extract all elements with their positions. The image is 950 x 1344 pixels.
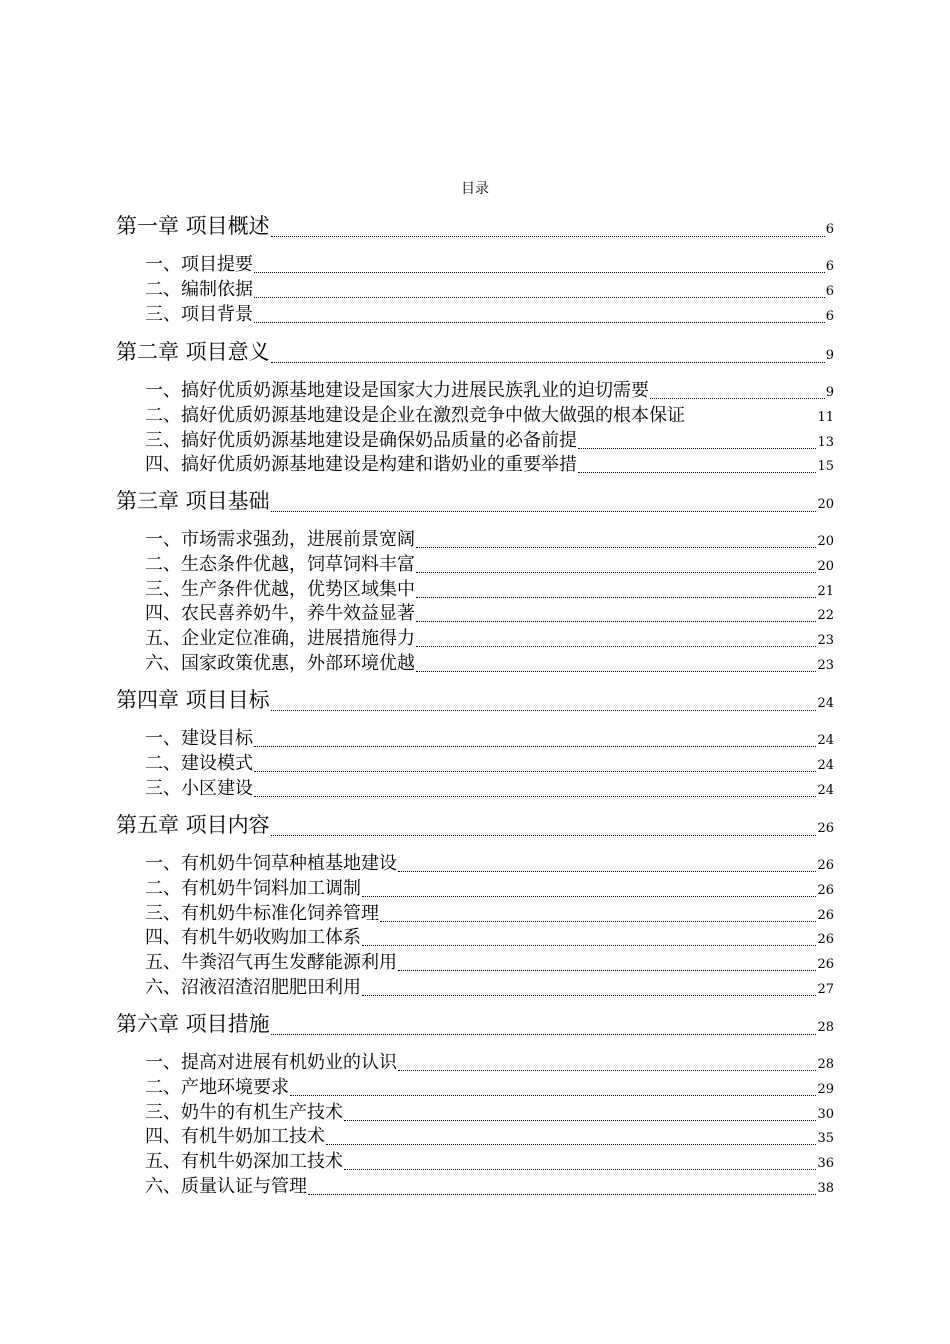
dot-leader — [416, 596, 816, 598]
dot-leader — [271, 834, 817, 836]
page-number: 24 — [817, 783, 834, 798]
section-title: 一、市场需求强劲，进展前景宽阔 — [145, 529, 415, 550]
dot-leader — [308, 1193, 816, 1195]
dot-leader — [380, 920, 816, 922]
toc-chapter-entry[interactable] — [116, 684, 834, 714]
toc-section-entry[interactable] — [145, 923, 834, 949]
page-number: 24 — [817, 696, 834, 711]
toc-section-entry[interactable] — [145, 575, 834, 601]
section-title: 二、建设模式 — [145, 753, 253, 774]
section-title: 四、农民喜养奶牛，养牛效益显著 — [145, 603, 415, 624]
dot-leader — [398, 969, 816, 971]
section-title: 三、奶牛的有机生产技术 — [145, 1102, 343, 1123]
section-title: 一、项目提要 — [145, 254, 253, 275]
section-title: 三、项目背景 — [145, 304, 253, 325]
page-number: 11 — [817, 410, 834, 425]
page-number: 20 — [817, 497, 834, 512]
page-number: 20 — [817, 559, 834, 574]
section-title: 一、提高对进展有机奶业的认识 — [145, 1052, 397, 1073]
dot-leader — [416, 670, 816, 672]
toc-section-entry[interactable] — [145, 376, 834, 402]
chapter-title: 第一章 项目概述 — [116, 214, 270, 238]
toc-section-entry[interactable] — [145, 899, 834, 925]
chapter-title: 第四章 项目目标 — [116, 688, 270, 712]
section-title: 二、编制依据 — [145, 279, 253, 300]
dot-leader — [416, 546, 816, 548]
toc-chapter-entry[interactable] — [116, 336, 834, 366]
toc-section-entry[interactable] — [145, 1048, 834, 1074]
dot-leader — [271, 709, 817, 711]
toc-chapter-entry[interactable] — [116, 485, 834, 515]
dot-leader — [416, 571, 816, 573]
page-number: 35 — [817, 1131, 834, 1146]
section-title: 二、有机奶牛饲料加工调制 — [145, 878, 361, 899]
page-number: 26 — [817, 957, 834, 972]
section-title: 三、搞好优质奶源基地建设是确保奶品质量的必备前提 — [145, 430, 577, 451]
page-number: 24 — [817, 758, 834, 773]
toc-section-entry[interactable] — [145, 275, 834, 301]
toc-section-entry[interactable] — [145, 624, 834, 650]
dot-leader — [271, 361, 825, 363]
toc-section-entry[interactable] — [145, 550, 834, 576]
toc-section-entry[interactable] — [145, 1098, 834, 1124]
section-title: 六、质量认证与管理 — [145, 1176, 307, 1197]
dot-leader — [344, 1168, 816, 1170]
dot-leader — [271, 1033, 817, 1035]
section-title: 一、有机奶牛饲草种植基地建设 — [145, 853, 397, 874]
dot-leader — [578, 471, 816, 473]
page-number: 21 — [817, 584, 834, 599]
section-title: 四、有机牛奶收购加工体系 — [145, 927, 361, 948]
toc-section-entry[interactable] — [145, 599, 834, 625]
toc-title: 目录 — [461, 181, 489, 197]
dot-leader — [362, 895, 816, 897]
page-number: 24 — [817, 733, 834, 748]
section-title: 二、生态条件优越，饲草饲料丰富 — [145, 554, 415, 575]
chapter-title: 第三章 项目基础 — [116, 489, 270, 513]
section-title: 四、搞好优质奶源基地建设是构建和谐奶业的重要举措 — [145, 454, 577, 475]
chapter-title: 第六章 项目措施 — [116, 1012, 270, 1036]
page-number: 23 — [817, 658, 834, 673]
page-number: 38 — [817, 1181, 834, 1196]
page-number: 30 — [817, 1107, 834, 1122]
section-title: 五、有机牛奶深加工技术 — [145, 1151, 343, 1172]
toc-chapter-entry[interactable] — [116, 809, 834, 839]
section-title: 二、搞好优质奶源基地建设是企业在激烈竞争中做大做强的根本保证 — [145, 405, 685, 426]
toc-section-entry[interactable] — [145, 525, 834, 551]
toc-section-entry[interactable] — [145, 450, 834, 476]
toc-section-entry[interactable] — [145, 300, 834, 326]
dot-leader — [398, 1069, 816, 1071]
toc-section-entry[interactable] — [145, 401, 834, 427]
dot-leader — [326, 1143, 816, 1145]
section-title: 一、搞好优质奶源基地建设是国家大力进展民族乳业的迫切需要 — [145, 380, 649, 401]
section-title: 一、建设目标 — [145, 728, 253, 749]
toc-section-entry[interactable] — [145, 724, 834, 750]
toc-section-entry[interactable] — [145, 1172, 834, 1198]
chapter-title: 第五章 项目内容 — [116, 813, 270, 837]
dot-leader — [344, 1119, 816, 1121]
page-number: 26 — [817, 932, 834, 947]
page-number: 20 — [817, 534, 834, 549]
dot-leader — [686, 423, 816, 424]
dot-leader — [271, 235, 825, 237]
toc-section-entry[interactable] — [145, 250, 834, 276]
dot-leader — [398, 870, 816, 872]
section-title: 五、企业定位准确，进展措施得力 — [145, 628, 415, 649]
page-number: 6 — [825, 309, 834, 324]
dot-leader — [254, 795, 816, 797]
page-number: 26 — [817, 821, 834, 836]
page-number: 23 — [817, 633, 834, 648]
page-number: 28 — [817, 1057, 834, 1072]
dot-leader — [254, 296, 825, 298]
section-title: 二、产地环境要求 — [145, 1077, 289, 1098]
toc-section-entry[interactable] — [145, 1122, 834, 1148]
dot-leader — [254, 770, 816, 772]
toc-section-entry[interactable] — [145, 874, 834, 900]
section-title: 三、有机奶牛标准化饲养管理 — [145, 903, 379, 924]
toc-section-entry[interactable] — [145, 426, 834, 452]
page-number: 22 — [817, 608, 834, 623]
dot-leader — [416, 645, 816, 647]
chapter-title: 第二章 项目意义 — [116, 340, 270, 364]
section-title: 六、国家政策优惠，外部环境优越 — [145, 653, 415, 674]
section-title: 五、牛粪沼气再生发酵能源利用 — [145, 952, 397, 973]
section-title: 三、生产条件优越，优势区域集中 — [145, 579, 415, 600]
dot-leader — [254, 271, 825, 273]
page-number: 26 — [817, 883, 834, 898]
dot-leader — [271, 510, 817, 512]
section-title: 四、有机牛奶加工技术 — [145, 1126, 325, 1147]
page-number: 6 — [825, 222, 834, 237]
dot-leader — [362, 994, 816, 996]
section-title: 六、沼液沼渣沼肥肥田利用 — [145, 977, 361, 998]
dot-leader — [362, 944, 816, 946]
page-number: 36 — [817, 1156, 834, 1171]
toc-section-entry[interactable] — [145, 849, 834, 875]
dot-leader — [254, 321, 825, 323]
page-number: 26 — [817, 858, 834, 873]
toc-section-entry[interactable] — [145, 1073, 834, 1099]
dot-leader — [254, 745, 816, 747]
toc-section-entry[interactable] — [145, 649, 834, 675]
page-number: 27 — [817, 982, 834, 997]
toc-chapter-entry[interactable] — [116, 210, 834, 240]
page-number: 28 — [817, 1020, 834, 1035]
section-title: 三、小区建设 — [145, 778, 253, 799]
toc-chapter-entry[interactable] — [116, 1008, 834, 1038]
page-number: 29 — [817, 1082, 834, 1097]
page-number: 6 — [825, 284, 834, 299]
toc-section-entry[interactable] — [145, 749, 834, 775]
toc-section-entry[interactable] — [145, 948, 834, 974]
toc-section-entry[interactable] — [145, 774, 834, 800]
page-number: 15 — [817, 459, 834, 474]
page-number: 9 — [825, 385, 834, 400]
toc-section-entry[interactable] — [145, 1147, 834, 1173]
page-number: 6 — [825, 259, 834, 274]
dot-leader — [578, 447, 816, 449]
dot-leader — [290, 1094, 816, 1096]
page-number: 13 — [817, 435, 834, 450]
dot-leader — [416, 620, 816, 622]
page-number: 9 — [825, 348, 834, 363]
toc-section-entry[interactable] — [145, 973, 834, 999]
page-number: 26 — [817, 908, 834, 923]
dot-leader — [650, 397, 825, 399]
